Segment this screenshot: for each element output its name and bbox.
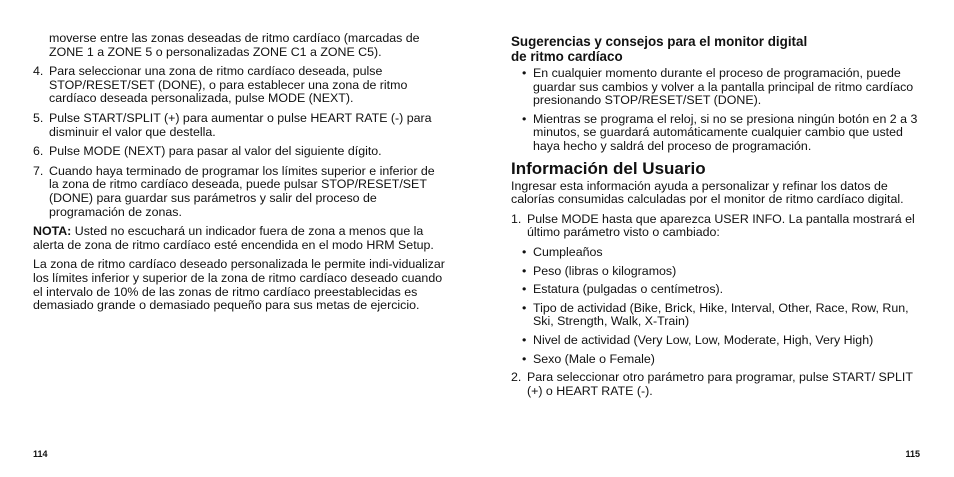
param-text: Nivel de actividad (Very Low, Low, Moderate, High, Very High) [533, 332, 874, 347]
tip-item [511, 67, 923, 108]
right-column [511, 34, 923, 404]
custom-zone-paragraph: La zona de ritmo cardíaco deseado personalizada le permite indi-vidualizar los límites inferior y superior de la zona de ritmo cardíaco deseado cuando el intervalo de 10% de las zonas de ritmo cardíaco preestablecidas es demasiado grande o demasiado pequeño para sus metas de ejercicio. [33, 257, 445, 313]
param-text: Tipo de actividad (Bike, Brick, Hike, Interval, Other, Race, Row, Run, Ski, Strength, Walk, X-Train) [533, 300, 909, 329]
param-item [511, 246, 923, 260]
list-item-5 [33, 112, 445, 139]
note-text: Usted no escuchará un indicador fuera de zona a menos que la alerta de zona de ritmo cardíaco esté encendida en el modo HRM Setup. [33, 224, 434, 252]
param-text: Peso (libras o kilogramos) [533, 263, 677, 278]
bullet-icon: • [522, 244, 527, 259]
param-text: Sexo (Male o Female) [533, 351, 655, 366]
list-number: 5. [33, 110, 44, 125]
list-item-6 [33, 145, 445, 159]
tip-item [511, 113, 923, 154]
list-item-text: Para seleccionar otro parámetro para programar, pulse START/ SPLIT (+) o HEART RATE (-). [527, 370, 913, 398]
step-1 [511, 213, 923, 240]
tip-text: En cualquier momento durante el proceso de programación, puede guardar sus cambios y volver a la pantalla principal de ritmo cardíaco presionando STOP/RESET/SET (DONE). [533, 66, 914, 108]
param-text: Estatura (pulgadas o centímetros). [533, 282, 724, 297]
user-info-intro: Ingresar esta información ayuda a personalizar y refinar los datos de calorías consumidas calculadas por el monitor de ritmo cardíaco digital. [511, 178, 904, 207]
user-info-heading: Información del Usuario [511, 158, 706, 178]
param-item [511, 334, 923, 348]
bullet-icon: • [522, 263, 527, 278]
list-item-text: Pulse MODE (NEXT) para pasar al valor del siguiente dígito. [49, 144, 382, 159]
param-text: Cumpleaños [533, 244, 603, 259]
bullet-icon: • [522, 351, 527, 366]
right-page [477, 0, 954, 477]
list-item-text: Para seleccionar una zona de ritmo cardíaco deseada, pulse STOP/RESET/SET (DONE), o para establecer una zona de ritmo cardíaco deseada personalizada, pulse MODE (NEXT). [49, 64, 408, 106]
param-item [511, 302, 923, 329]
list-number: 2. [511, 370, 522, 385]
page-number: 115 [905, 449, 920, 459]
step-2 [511, 371, 923, 398]
bullet-icon: • [522, 66, 527, 80]
list-item-text: Pulse MODE hasta que aparezca USER INFO. La pantalla mostrará el último parámetro visto o cambiado: [527, 211, 915, 240]
list-number: 7. [33, 163, 44, 178]
list-item-7 [33, 165, 445, 219]
list-item-text: Pulse START/SPLIT (+) para aumentar o pulse HEART RATE (-) para disminuir el valor que destella. [49, 110, 432, 139]
list-item-4 [33, 65, 445, 106]
continued-paragraph: moverse entre las zonas deseadas de ritmo cardíaco (marcadas de ZONE 1 a ZONE 5 o personalizadas ZONE C1 a ZONE C5). [49, 31, 420, 59]
param-item [511, 283, 923, 297]
tips-heading-line-1: Sugerencias y consejos para el monitor digital [511, 34, 808, 49]
bullet-icon: • [522, 282, 527, 297]
param-item [511, 353, 923, 367]
note-paragraph [33, 225, 445, 252]
tips-heading-line-2: de ritmo cardíaco [511, 49, 623, 64]
list-number: 1. [511, 211, 522, 226]
bullet-icon: • [522, 300, 527, 315]
list-number: 6. [33, 144, 44, 159]
left-column [33, 32, 445, 319]
list-number: 4. [33, 64, 44, 79]
param-item [511, 265, 923, 279]
list-item-text: Cuando haya terminado de programar los límites superior e inferior de la zona de ritmo cardíaco deseada, puede pulsar STOP/RESET/SET (DONE) para guardar sus parámetros y salir del proceso de programación de zonas. [49, 163, 435, 219]
tip-text: Mientras se programa el reloj, si no se presiona ningún botón en 2 a 3 minutos, se guardará automáticamente cualquier cambio que usted haya hecho y saldrá del proceso de programación. [533, 111, 918, 153]
bullet-icon: • [522, 332, 527, 347]
note-label: NOTA: [33, 224, 72, 239]
bullet-icon: • [522, 111, 527, 126]
page-number: 114 [33, 449, 48, 459]
tips-heading [511, 34, 923, 64]
